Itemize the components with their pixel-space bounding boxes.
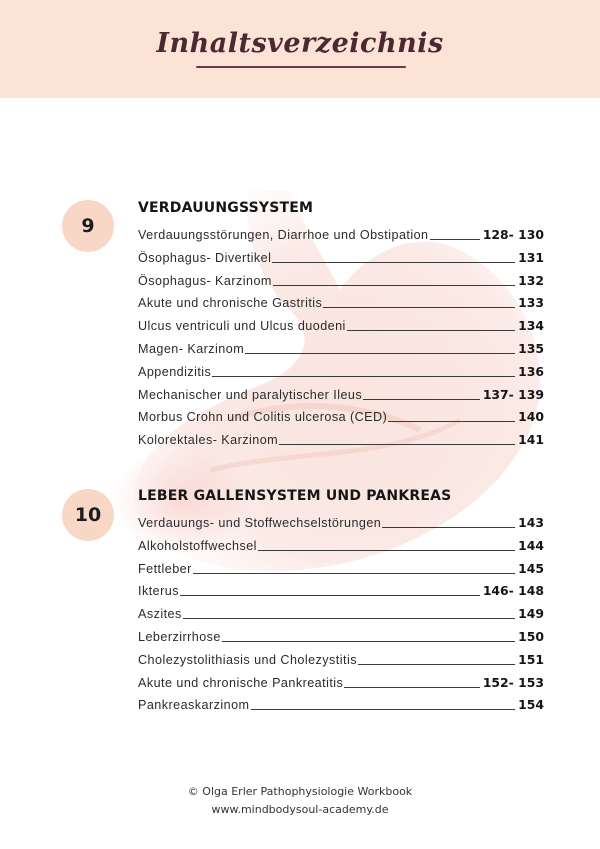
chapter-number-badge: 10: [62, 489, 114, 541]
toc-leader-line: [388, 420, 515, 422]
toc-list: [138, 227, 544, 455]
toc-entry-label: Cholezystolithiasis und Cholezystitis: [138, 652, 357, 667]
toc-entry-label: Akute und chronische Pankreatitis: [138, 675, 344, 690]
toc-entry-label: Kolorektales- Karzinom: [138, 433, 279, 448]
toc-entry[interactable]: [138, 538, 544, 561]
title-underline: [196, 66, 406, 68]
toc-entry[interactable]: [138, 697, 544, 720]
toc-entry[interactable]: [138, 341, 544, 364]
toc-entry-page: 136: [518, 363, 544, 379]
toc-entry[interactable]: [138, 227, 544, 250]
toc-entry-label: Verdauungs- und Stoffwechselstörungen: [138, 516, 382, 530]
toc-entry[interactable]: [138, 295, 544, 318]
toc-entry-page: 146- 148: [482, 583, 544, 599]
toc-entry[interactable]: [138, 409, 544, 432]
toc-entry-label: Ulcus ventriculi und Ulcus duodeni: [138, 319, 346, 334]
section-title: LEBER GALLENSYSTEM UND PANKREAS: [138, 488, 452, 504]
toc-entry-label: Verdauungsstörungen, Diarrhoe und Obstipation: [138, 228, 429, 242]
toc-leader-line: [279, 443, 515, 445]
toc-entry-page: 150: [518, 628, 544, 644]
page-title: Inhaltsverzeichnis: [156, 28, 444, 59]
toc-leader-line: [323, 306, 515, 308]
chapter-number-badge: 9: [62, 200, 114, 252]
toc-leader-line: [245, 352, 515, 354]
toc-entry[interactable]: [138, 561, 544, 584]
toc-entry-label: Aszites: [138, 607, 182, 622]
section-title: VERDAUUNGSSYSTEM: [138, 200, 314, 216]
toc-leader-line: [344, 686, 480, 688]
toc-leader-line: [193, 572, 515, 574]
toc-entry-page: 133: [518, 295, 544, 311]
toc-entry-label: Pankreaskarzinom: [138, 698, 250, 713]
toc-entry-label: Akute und chronische Gastritis: [138, 296, 323, 311]
toc-entry[interactable]: [138, 273, 544, 296]
toc-entry-page: 143: [518, 515, 544, 530]
toc-entry-page: 141: [518, 432, 544, 448]
toc-entry-page: 144: [518, 537, 544, 553]
toc-entry-page: 154: [518, 697, 544, 713]
toc-entry[interactable]: [138, 515, 544, 538]
toc-entry-page: 135: [518, 340, 544, 356]
toc-entry-page: 131: [518, 249, 544, 265]
toc-entry[interactable]: [138, 318, 544, 341]
toc-entry-label: Alkoholstoffwechsel: [138, 538, 257, 553]
toc-entry-label: Ösophagus- Karzinom: [138, 273, 272, 288]
toc-leader-line: [212, 375, 515, 377]
toc-entry[interactable]: [138, 250, 544, 273]
toc-entry-label: Ikterus: [138, 584, 179, 599]
toc-entry[interactable]: [138, 432, 544, 455]
toc-leader-line: [251, 708, 516, 710]
toc-entry[interactable]: [138, 606, 544, 629]
toc-leader-line: [272, 261, 515, 263]
toc-entry[interactable]: [138, 652, 544, 675]
toc-leader-line: [347, 329, 515, 331]
toc-entry-page: 134: [518, 318, 544, 334]
toc-entry-page: 128- 130: [482, 227, 544, 242]
toc-leader-line: [222, 640, 515, 642]
toc-entry-page: 145: [518, 560, 544, 576]
toc-entry-page: 140: [518, 409, 544, 425]
footer-copyright: © Olga Erler Pathophysiologie Workbook: [187, 785, 413, 798]
toc-entry-label: Appendizitis: [138, 364, 212, 379]
toc-entry-page: 151: [518, 651, 544, 667]
toc-leader-line: [358, 663, 515, 665]
toc-entry-label: Mechanischer und paralytischer Ileus: [138, 387, 363, 402]
toc-entry[interactable]: [138, 675, 544, 698]
toc-entry-page: 152- 153: [482, 674, 544, 690]
toc-entry-label: Leberzirrhose: [138, 629, 221, 644]
toc-leader-line: [273, 284, 515, 286]
toc-entry-page: 137- 139: [482, 386, 544, 402]
toc-entry-label: Morbus Crohn und Colitis ulcerosa (CED): [138, 410, 388, 425]
toc-entry-label: Ösophagus- Divertikel: [138, 250, 272, 265]
toc-entry[interactable]: [138, 583, 544, 606]
toc-leader-line: [363, 398, 480, 400]
toc-leader-line: [180, 594, 480, 596]
header-banner: [0, 0, 600, 98]
toc-entry-label: Fettleber: [138, 561, 192, 576]
toc-entry[interactable]: [138, 629, 544, 652]
footer-website[interactable]: www.mindbodysoul-academy.de: [211, 803, 389, 816]
toc-list: [138, 515, 544, 720]
toc-entry[interactable]: [138, 387, 544, 410]
toc-entry-page: 149: [518, 606, 544, 622]
toc-entry-page: 132: [518, 272, 544, 288]
toc-leader-line: [258, 549, 515, 551]
toc-entry-label: Magen- Karzinom: [138, 341, 245, 356]
toc-leader-line: [382, 526, 515, 528]
toc-leader-line: [430, 238, 480, 240]
toc-entry[interactable]: [138, 364, 544, 387]
toc-leader-line: [183, 617, 515, 619]
